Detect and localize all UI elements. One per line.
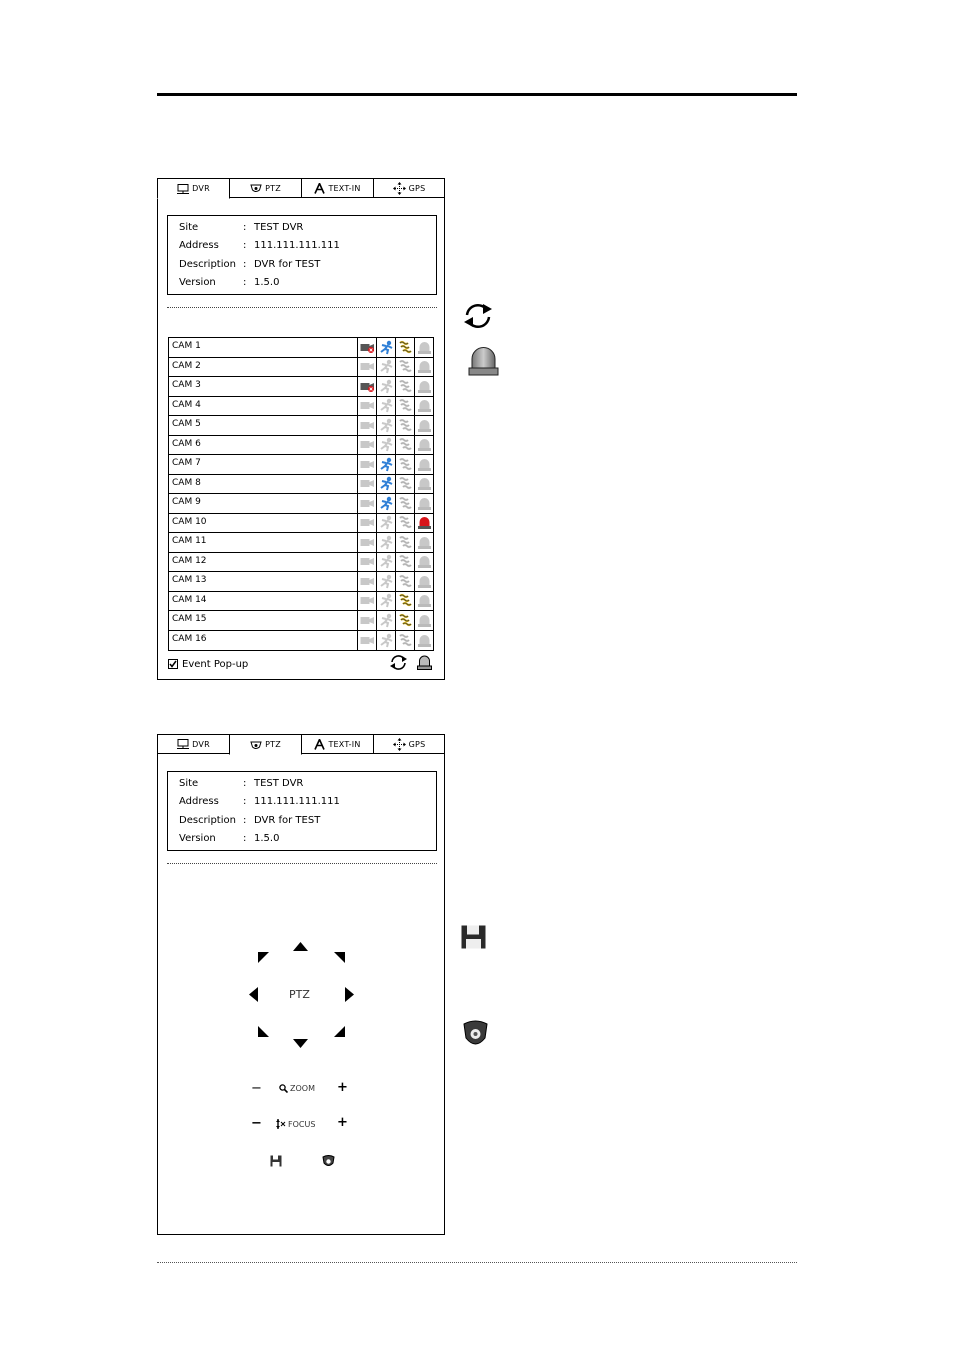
tab-label: DVR — [192, 739, 210, 749]
focus-icon — [275, 1119, 286, 1129]
ptz-down-left-button[interactable] — [258, 1026, 269, 1037]
alarm-icon — [414, 397, 433, 416]
focus-near-button[interactable]: − — [251, 1116, 262, 1131]
video-loss-icon — [357, 533, 376, 552]
version-label: Version — [179, 833, 216, 844]
camera-row[interactable] — [169, 494, 433, 514]
dvr-panel — [157, 178, 445, 680]
alarm-icon — [414, 377, 433, 396]
ptz-center-label: PTZ — [289, 988, 310, 1001]
camera-name: CAM 13 — [172, 575, 207, 585]
camera-name: CAM 15 — [172, 614, 207, 624]
camera-row[interactable] — [169, 436, 433, 456]
camera-row[interactable] — [169, 377, 433, 397]
video-loss-icon — [357, 572, 376, 591]
camera-name: CAM 8 — [172, 477, 201, 488]
site-label: Site — [179, 778, 199, 789]
camera-name: CAM 10 — [172, 516, 207, 527]
address-label: Address — [179, 796, 219, 807]
zoom-label — [279, 1084, 315, 1093]
zoom-in-button[interactable]: + — [337, 1080, 348, 1095]
sensor-icon — [395, 514, 414, 533]
video-loss-icon — [357, 397, 376, 416]
motion-icon — [376, 611, 395, 630]
colon: : — [243, 778, 247, 789]
video-loss-icon — [357, 553, 376, 572]
refresh-icon — [461, 302, 495, 330]
camera-row[interactable] — [169, 553, 433, 573]
event-popup-option[interactable] — [168, 657, 248, 671]
preset-go-button[interactable] — [322, 1155, 335, 1168]
floppy-save-icon — [461, 925, 486, 949]
tab-label: GPS — [408, 183, 426, 193]
motion-icon — [376, 455, 395, 474]
camera-row[interactable] — [169, 455, 433, 475]
tab-bar — [157, 178, 445, 199]
alarm-icon — [414, 533, 433, 552]
sensor-icon — [395, 455, 414, 474]
alarm-icon — [414, 436, 433, 455]
colon: : — [243, 222, 247, 233]
motion-icon — [376, 514, 395, 533]
sensor-icon — [395, 611, 414, 630]
top-rule — [157, 93, 797, 96]
sensor-icon — [395, 533, 414, 552]
focus-far-button[interactable]: + — [337, 1115, 348, 1130]
alarm-siren-icon — [468, 346, 499, 376]
site-label: Site — [179, 222, 199, 233]
version-value: 1.5.0 — [254, 277, 280, 288]
colon: : — [243, 796, 247, 807]
alarm-icon — [414, 631, 433, 651]
checkmark-icon — [169, 660, 177, 668]
event-popup-checkbox[interactable] — [168, 659, 178, 669]
ptz-up-button[interactable] — [293, 942, 308, 951]
colon: : — [243, 833, 247, 844]
ptz-camera-icon — [250, 183, 262, 193]
ptz-panel — [157, 734, 445, 1235]
alarm-icon — [414, 494, 433, 513]
dotted-divider — [167, 307, 437, 308]
site-value: TEST DVR — [254, 222, 304, 233]
description-value: DVR for TEST — [254, 815, 321, 826]
gps-crosshair-icon — [393, 182, 406, 195]
camera-row[interactable] — [169, 416, 433, 436]
motion-icon — [376, 377, 395, 396]
tab-label: TEXT-IN — [328, 183, 361, 193]
sensor-icon — [395, 377, 414, 396]
motion-icon — [376, 553, 395, 572]
video-loss-icon — [357, 377, 376, 396]
camera-status-table — [168, 337, 434, 651]
address-value: 111.111.111.111 — [254, 240, 340, 251]
sensor-icon — [395, 592, 414, 611]
video-loss-icon — [357, 416, 376, 435]
camera-row[interactable] — [169, 338, 433, 358]
sensor-icon — [395, 475, 414, 494]
motion-icon — [376, 572, 395, 591]
tab-label: GPS — [408, 739, 426, 749]
monitor-icon — [177, 184, 189, 194]
sensor-icon — [395, 494, 414, 513]
text-in-icon — [314, 183, 325, 194]
sensor-icon — [395, 553, 414, 572]
camera-row[interactable] — [169, 358, 433, 378]
ptz-up-left-button[interactable] — [258, 952, 269, 963]
camera-row[interactable] — [169, 475, 433, 495]
video-loss-icon — [357, 358, 376, 377]
sensor-icon — [395, 397, 414, 416]
ptz-left-button[interactable] — [249, 987, 258, 1002]
colon: : — [243, 277, 247, 288]
tab-gps[interactable] — [373, 178, 445, 198]
video-loss-icon — [357, 494, 376, 513]
refresh-button[interactable] — [389, 654, 408, 671]
colon: : — [243, 815, 247, 826]
camera-name: CAM 9 — [172, 497, 201, 507]
video-loss-icon — [357, 436, 376, 455]
camera-row[interactable] — [169, 533, 433, 553]
camera-name: CAM 11 — [172, 536, 207, 546]
alarm-icon — [414, 572, 433, 591]
motion-icon — [376, 631, 395, 651]
description-label: Description — [179, 815, 236, 826]
tab-text-in[interactable] — [301, 178, 374, 198]
motion-icon — [376, 358, 395, 377]
video-loss-icon — [357, 338, 376, 357]
zoom-out-button[interactable]: − — [251, 1081, 262, 1096]
motion-icon — [376, 494, 395, 513]
colon: : — [243, 240, 247, 251]
motion-icon — [376, 533, 395, 552]
tab-ptz[interactable] — [229, 178, 302, 198]
ptz-control-pad — [158, 735, 446, 1236]
camera-name: CAM 16 — [172, 633, 207, 644]
video-loss-icon — [357, 611, 376, 630]
sensor-icon — [395, 358, 414, 377]
preset-save-button[interactable] — [270, 1155, 282, 1167]
sensor-icon — [395, 631, 414, 651]
alarm-reset-button[interactable] — [417, 654, 432, 670]
description-label: Description — [179, 259, 236, 270]
alarm-icon — [414, 553, 433, 572]
motion-icon — [376, 436, 395, 455]
address-value: 111.111.111.111 — [254, 796, 340, 807]
event-popup-label: Event Pop-up — [182, 658, 249, 670]
zoom-label-text: ZOOM — [290, 1084, 315, 1093]
video-loss-icon — [357, 455, 376, 474]
ptz-down-right-button[interactable] — [334, 1026, 345, 1037]
alarm-icon — [414, 338, 433, 357]
camera-name: CAM 12 — [172, 555, 207, 566]
ptz-up-right-button[interactable] — [334, 952, 345, 963]
camera-name: CAM 5 — [172, 419, 201, 429]
sensor-icon — [395, 572, 414, 591]
ptz-preset-camera-icon — [462, 1020, 489, 1049]
focus-label-text: FOCUS — [288, 1119, 316, 1129]
camera-row[interactable] — [169, 592, 433, 612]
camera-name: CAM 14 — [172, 594, 207, 605]
version-value: 1.5.0 — [254, 833, 280, 844]
alarm-icon — [414, 514, 433, 533]
camera-row[interactable] — [169, 514, 433, 534]
motion-icon — [376, 592, 395, 611]
camera-name: CAM 1 — [172, 341, 201, 351]
camera-name: CAM 6 — [172, 438, 201, 449]
alarm-icon — [414, 611, 433, 630]
motion-icon — [376, 338, 395, 357]
camera-name: CAM 7 — [172, 458, 201, 468]
version-label: Version — [179, 277, 216, 288]
tab-label: TEXT-IN — [328, 739, 361, 749]
sensor-icon — [395, 338, 414, 357]
alarm-icon — [414, 475, 433, 494]
camera-row[interactable] — [169, 631, 433, 651]
colon: : — [243, 259, 247, 270]
description-value: DVR for TEST — [254, 259, 321, 270]
site-value: TEST DVR — [254, 778, 304, 789]
magnifier-icon — [279, 1084, 288, 1093]
sensor-icon — [395, 416, 414, 435]
alarm-icon — [414, 455, 433, 474]
motion-icon — [376, 397, 395, 416]
video-loss-icon — [357, 592, 376, 611]
bottom-dotted-rule — [157, 1262, 797, 1263]
camera-name: CAM 3 — [172, 380, 201, 390]
ptz-right-button[interactable] — [345, 987, 354, 1002]
motion-icon — [376, 475, 395, 494]
camera-row[interactable] — [169, 397, 433, 417]
camera-name: CAM 2 — [172, 360, 201, 371]
tab-label: PTZ — [265, 740, 281, 749]
video-loss-icon — [357, 514, 376, 533]
alarm-icon — [414, 358, 433, 377]
tab-label: PTZ — [265, 183, 281, 193]
video-loss-icon — [357, 475, 376, 494]
focus-label — [275, 1119, 315, 1129]
camera-row[interactable] — [169, 611, 433, 631]
video-loss-icon — [357, 631, 376, 651]
tab-label: DVR — [192, 184, 210, 193]
tab-dvr[interactable] — [157, 178, 230, 199]
camera-name: CAM 4 — [172, 399, 201, 410]
camera-row[interactable] — [169, 572, 433, 592]
alarm-icon — [414, 416, 433, 435]
alarm-icon — [414, 592, 433, 611]
address-label: Address — [179, 240, 219, 251]
dvr-info-box — [167, 215, 437, 295]
motion-icon — [376, 416, 395, 435]
ptz-down-button[interactable] — [293, 1039, 308, 1048]
sensor-icon — [395, 436, 414, 455]
